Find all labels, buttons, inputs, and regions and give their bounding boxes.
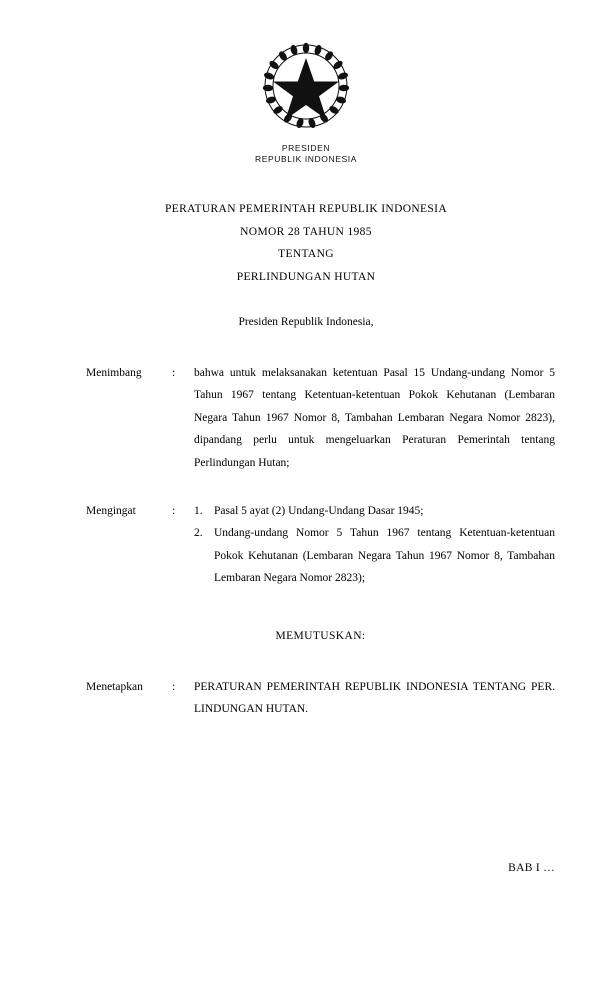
clause-stipulating-body xyxy=(194,676,555,721)
title-line-regulation: PERATURAN PEMERINTAH REPUBLIK INDONESIA xyxy=(164,203,448,216)
garuda-star-wreath-emblem xyxy=(258,38,354,134)
list-item-text: Pasal 5 ayat (2) Undang-Undang Dasar 1945; xyxy=(214,505,424,518)
clause-recalling xyxy=(86,500,555,590)
decide-heading: MEMUTUSKAN: xyxy=(275,629,366,642)
clause-recalling-body xyxy=(194,500,555,590)
emblem-caption-line2: REPUBLIK INDONESIA xyxy=(255,153,357,164)
emblem-block xyxy=(0,38,612,164)
list-item xyxy=(194,500,555,522)
clause-recalling-label: Mengingat xyxy=(86,505,136,518)
opening-line: Presiden Republik Indonesia, xyxy=(238,315,374,328)
clause-stipulating-text: PERATURAN PEMERINTAH REPUBLIK INDONESIA TENTANG PER. LINDUNGAN HUTAN. xyxy=(194,680,555,716)
list-item-text: Undang-undang Nomor 5 Tahun 1967 tentang Ketentuan-ketentuan Pokok Kehutanan (Lembaran Negara Tahun 1967 Nomor 8, Tambahan Lembaran Negara Nomor 2823); xyxy=(214,527,555,585)
document-title-block xyxy=(0,198,612,288)
clause-stipulating-label: Menetapkan xyxy=(86,680,143,693)
emblem-caption-line1: PRESIDEN xyxy=(281,143,331,153)
clause-stipulating-colon: : xyxy=(172,680,176,693)
recalling-list xyxy=(194,500,555,590)
title-line-about: TENTANG xyxy=(278,248,334,261)
list-item-number: 2. xyxy=(194,527,203,540)
clause-considering-label: Menimbang xyxy=(86,366,142,379)
clause-stipulating xyxy=(86,676,555,721)
clause-recalling-colon: : xyxy=(172,505,176,518)
clause-considering xyxy=(86,362,555,474)
emblem-caption xyxy=(0,143,612,164)
clauses-section xyxy=(0,362,612,721)
next-page-note: BAB I … xyxy=(508,862,555,874)
clause-considering-text: bahwa untuk melaksanakan ketentuan Pasal 15 Undang-undang Nomor 5 Tahun 1967 tentang Ketentuan-ketentuan Pokok Kehutanan (Lembaran Negara Tahun 1967 Nomor 8, Tambahan Lembaran Negara Nomor 2823), dipandang perlu untuk mengeluarkan Peraturan Pemerintah tentang Perlindungan Hutan; xyxy=(194,366,555,469)
list-item-number: 1. xyxy=(194,505,203,518)
list-item xyxy=(194,522,555,589)
clause-considering-colon: : xyxy=(172,366,176,379)
clause-considering-body xyxy=(194,362,555,474)
title-line-subject: PERLINDUNGAN HUTAN xyxy=(236,270,376,283)
title-line-number: NOMOR 28 TAHUN 1985 xyxy=(240,225,372,238)
